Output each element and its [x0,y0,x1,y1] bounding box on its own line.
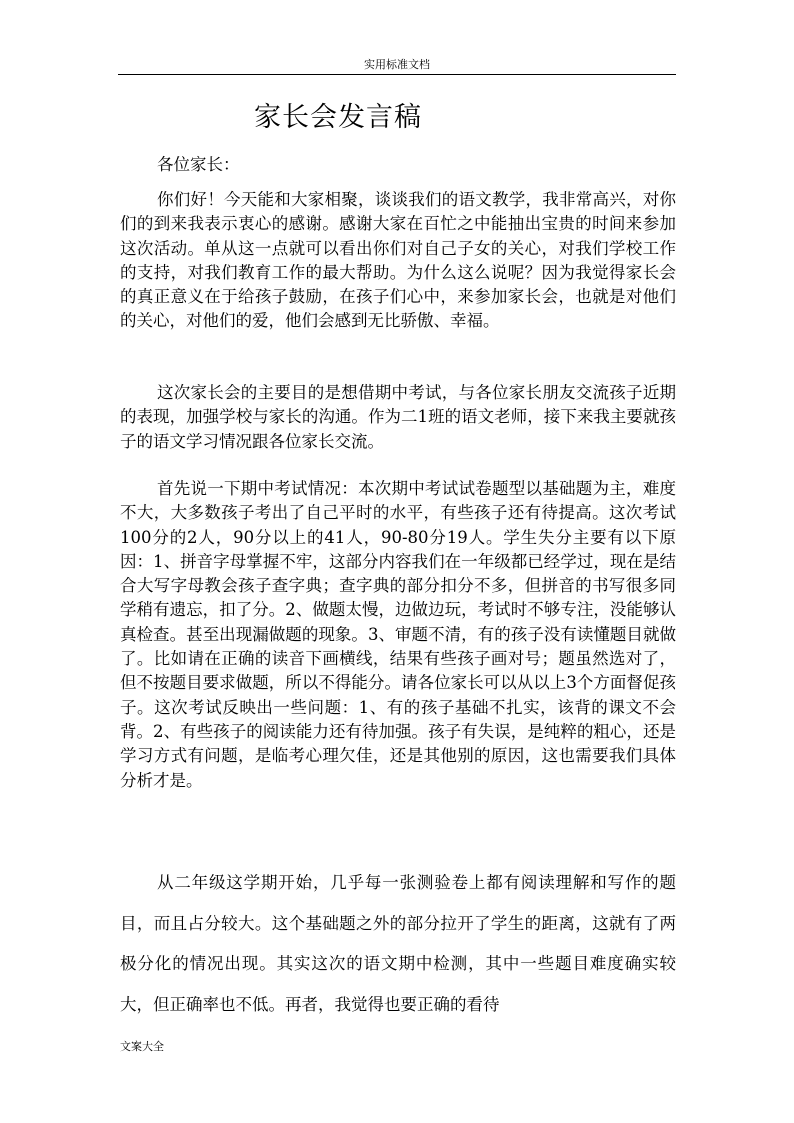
salutation: 各位家长： [157,155,240,174]
page-header: 实用标准文档 [118,58,676,75]
paragraph-exam-analysis: 首先说一下期中考试情况：本次期中考试试卷题型以基础题为主，难度不大，大多数孩子考出了自己平时的水平，有些孩子还有待提高。这次考试100分的2人，90分以上的41人，90-80分19人。学生失分主要有以下原因：1、拼音字母掌握不牢，这部分内容我们在一年级都已经学过，现在是结合大写字母教会孩子查字典；查字典的部分扣分不多，但拼音的书写很多同学稍有遗忘，扣了分。2、做题太慢，边做边玩，考试时不够专注，没能够认真检查。甚至出现漏做题的现象。3、审题不清，有的孩子没有读懂题目就做了。比如请在正确的读音下画横线，结果有些孩子画对号；题虽然选对了，但不按题目要求做题，所以不得能分。请各位家长可以从以上3个方面督促孩子。这次考试反映出一些问题：1、有的孩子基础不扎实，该背的课文不会背。2、有些孩子的阅读能力还有待加强。孩子有失误，是纯粹的粗心，还是学习方式有问题，是临考心理欠佳，还是其他别的原因，这也需要我们具体分析才是。 [120,479,676,790]
paragraph-purpose: 这次家长会的主要目的是想借期中考试，与各位家长朋友交流孩子近期的表现，加强学校与家长的沟通。作为二1班的语文老师，接下来我主要就孩子的语文学习情况跟各位家长交流。 [120,383,676,451]
paragraph-greeting: 你们好！今天能和大家相聚，谈谈我们的语文教学，我非常高兴，对你们的到来我表示衷心的感谢。感谢大家在百忙之中能抽出宝贵的时间来参加这次活动。单从这一点就可以看出你们对自己子女的关心，对我们学校工作的支持，对我们教育工作的最大帮助。为什么这么说呢？因为我觉得家长会的真正意义在于给孩子鼓励，在孩子们心中，来参加家长会，也就是对他们的关心，对他们的爱，他们会感到无比骄傲、幸福。 [120,190,676,331]
page-footer: 文案大全 [120,1040,164,1053]
paragraph-reading-writing: 从二年级这学期开始，几乎每一张测验卷上都有阅读理解和写作的题目，而且占分较大。这个基础题之外的部分拉开了学生的距离，这就有了两极分化的情况出现。其实这次的语文期中检测，其中一些题目难度确实较大，但正确率也不低。再者，我觉得也要正确的看待 [120,873,676,1015]
document-title: 家长会发言稿 [254,102,422,133]
